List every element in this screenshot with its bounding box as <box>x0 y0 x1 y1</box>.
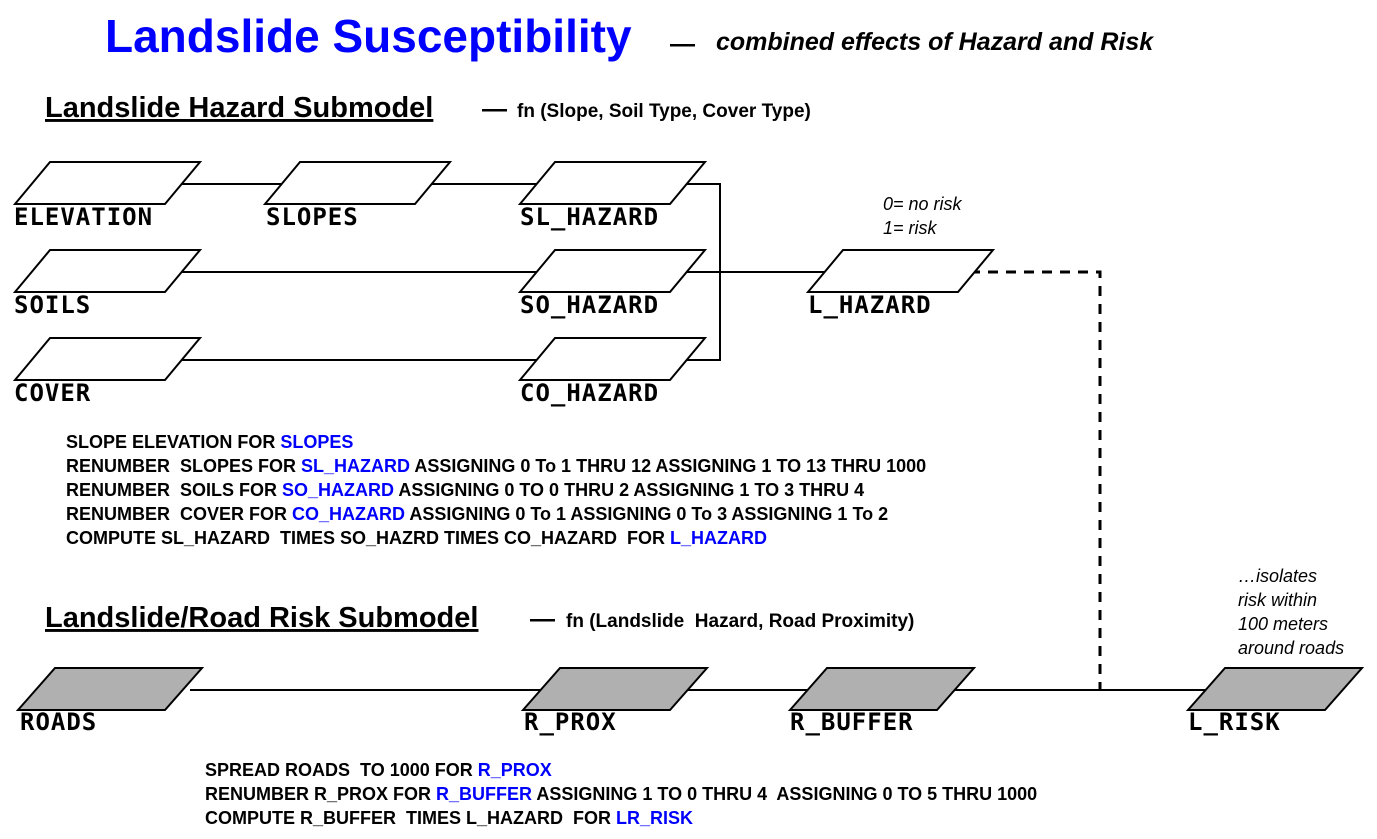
map-label-r-buffer: R_BUFFER <box>790 708 914 736</box>
map-label-roads: ROADS <box>20 708 98 736</box>
risk-note-line-2: risk within <box>1238 590 1318 610</box>
map-plate-slopes <box>265 162 450 204</box>
map-plate-l-risk <box>1188 668 1362 710</box>
map-plate-roads <box>18 668 202 710</box>
map-plate-r-buffer <box>790 668 974 710</box>
map-label-so-hazard: SO_HAZARD <box>520 291 660 319</box>
risk-submodel-heading: Landslide/Road Risk Submodel <box>45 602 479 634</box>
map-plate-l-hazard <box>808 250 993 292</box>
hazard-submodel-function: fn (Slope, Soil Type, Cover Type) <box>517 101 811 122</box>
map-plate-r-prox <box>523 668 707 710</box>
hazard-command-line: RENUMBER COVER FOR CO_HAZARD ASSIGNING 0 To 1 ASSIGNING 0 To 3 ASSIGNING 1 To 2 <box>66 504 889 524</box>
map-label-soils: SOILS <box>14 291 92 319</box>
hazard-command-line: COMPUTE SL_HAZARD TIMES SO_HAZRD TIMES CO_HAZARD FOR L_HAZARD <box>66 528 768 548</box>
map-label-co-hazard: CO_HAZARD <box>520 379 660 407</box>
dashed-connector-l-hazard-to-risk <box>970 272 1100 690</box>
map-plate-so-hazard <box>520 250 705 292</box>
hazard-heading-dash: — <box>482 95 507 123</box>
map-label-l-risk: L_RISK <box>1188 708 1281 736</box>
risk-command-block <box>205 760 1037 828</box>
title-dash: — <box>670 30 695 58</box>
map-plate-elevation <box>15 162 200 204</box>
risk-heading-dash: — <box>530 605 555 633</box>
map-plate-soils <box>15 250 200 292</box>
map-label-slopes: SLOPES <box>266 203 359 231</box>
risk-note-line-1: …isolates <box>1238 566 1318 586</box>
map-label-cover: COVER <box>14 379 92 407</box>
legend-note-line-1: 0= no risk <box>883 194 962 214</box>
map-label-elevation: ELEVATION <box>14 203 154 231</box>
hazard-command-line: SLOPE ELEVATION FOR SLOPES <box>66 432 354 452</box>
map-label-sl-hazard: SL_HAZARD <box>520 203 660 231</box>
hazard-command-line: RENUMBER SLOPES FOR SL_HAZARD ASSIGNING 0 To 1 THRU 12 ASSIGNING 1 TO 13 THRU 1000 <box>66 456 927 476</box>
risk-command-line: COMPUTE R_BUFFER TIMES L_HAZARD FOR LR_RISK <box>205 808 694 828</box>
risk-command-line: RENUMBER R_PROX FOR R_BUFFER ASSIGNING 1 TO 0 THRU 4 ASSIGNING 0 TO 5 THRU 1000 <box>205 784 1038 804</box>
map-label-r-prox: R_PROX <box>524 708 617 736</box>
risk-note-line-3: 100 meters <box>1238 614 1329 634</box>
map-plate-cover <box>15 338 200 380</box>
diagram-subtitle: combined effects of Hazard and Risk <box>716 28 1154 56</box>
map-label-l-hazard: L_HAZARD <box>808 291 932 319</box>
diagram-title: Landslide Susceptibility <box>105 10 632 62</box>
risk-note-line-4: around roads <box>1238 638 1345 658</box>
map-plate-co-hazard <box>520 338 705 380</box>
hazard-submodel-heading: Landslide Hazard Submodel <box>45 92 434 124</box>
hazard-command-line: RENUMBER SOILS FOR SO_HAZARD ASSIGNING 0 TO 0 THRU 2 ASSIGNING 1 TO 3 THRU 4 <box>66 480 865 500</box>
hazard-command-block <box>66 432 926 548</box>
risk-command-line: SPREAD ROADS TO 1000 FOR R_PROX <box>205 760 552 780</box>
map-plate-sl-hazard <box>520 162 705 204</box>
legend-note-line-2: 1= risk <box>883 218 937 238</box>
risk-submodel-function: fn (Landslide Hazard, Road Proximity) <box>566 611 915 632</box>
